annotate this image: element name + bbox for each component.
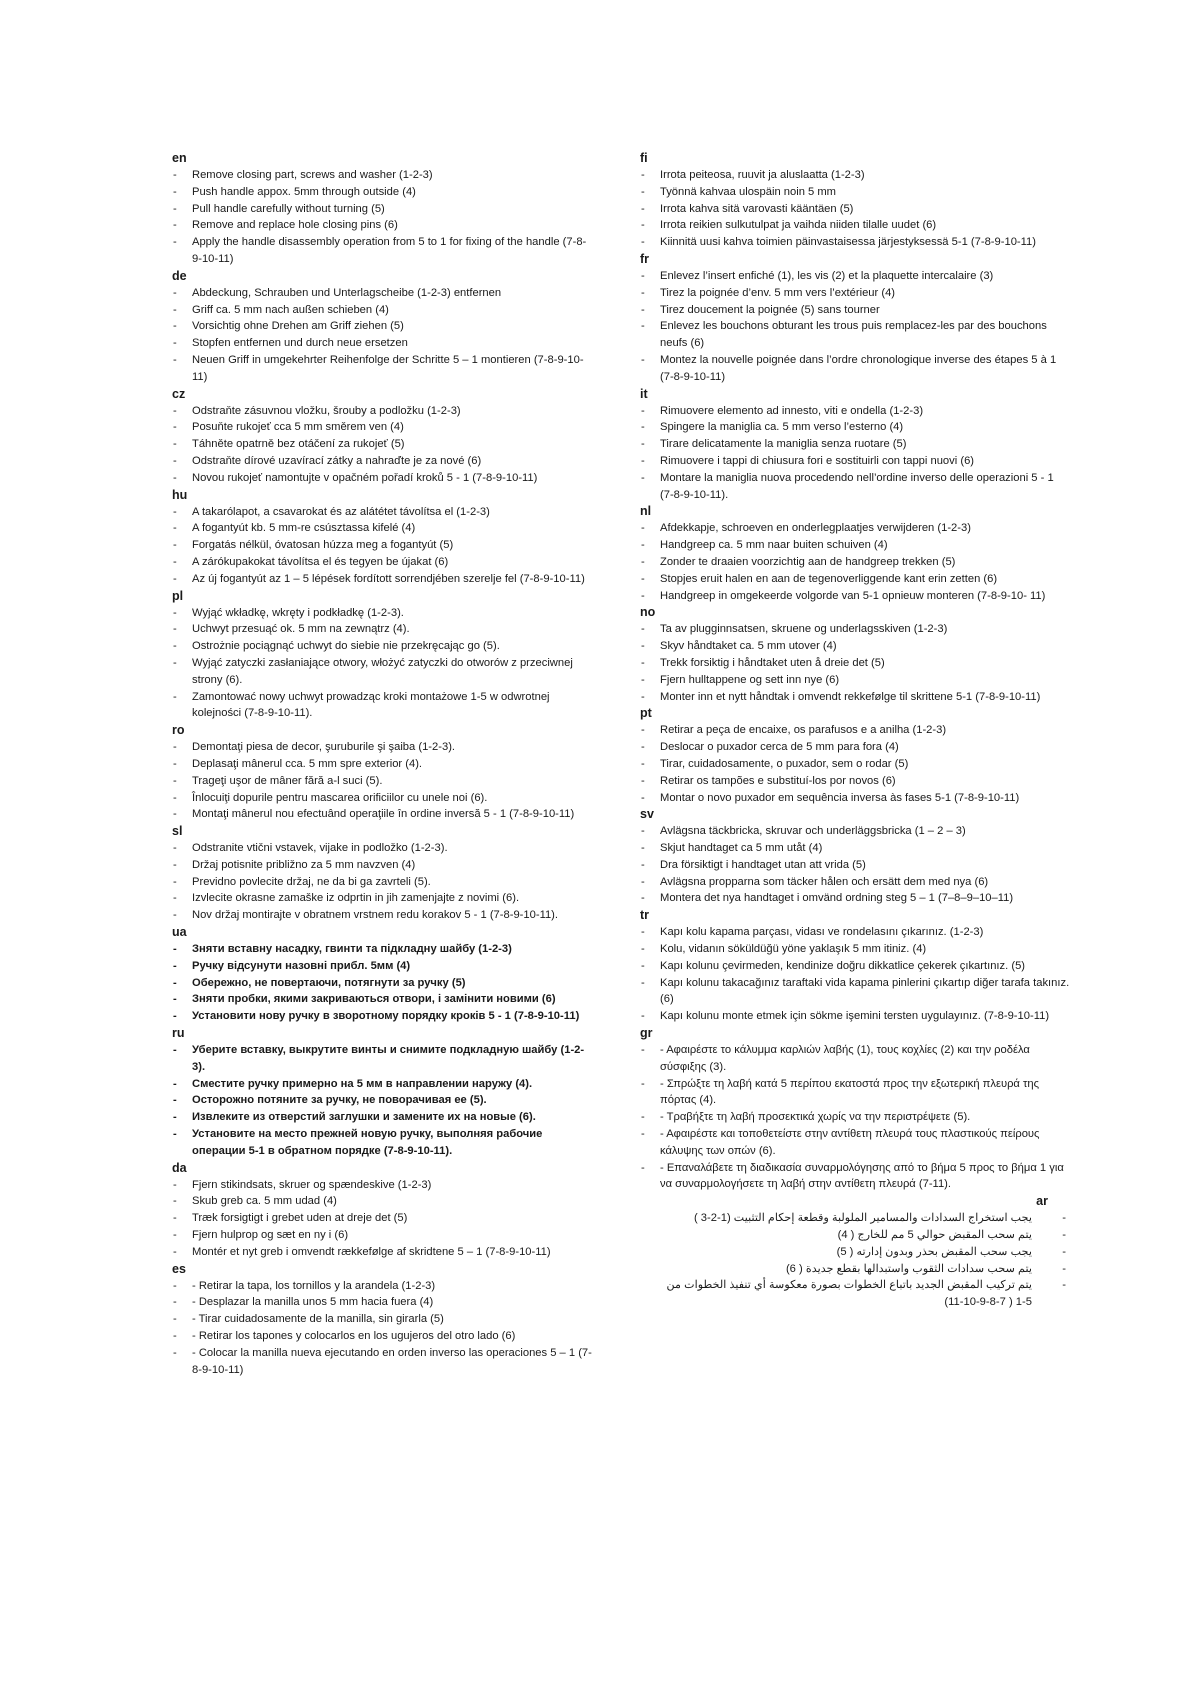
language-code-ar: ar xyxy=(1036,1194,1048,1209)
language-code-es: es xyxy=(172,1261,186,1276)
step-item: - Handgreep in omgekeerde volgorde van 5-1 opnieuw monteren (7-8-9-10- 11) xyxy=(640,588,1070,605)
step-item: - Dra försiktigt i handtaget utan att vrida (5) xyxy=(640,857,1070,874)
step-item: - Fjern hulprop og sæt en ny i (6) xyxy=(172,1227,592,1244)
step-item: - Avlägsna täckbricka, skruvar och underläggsbricka (1 – 2 – 3) xyxy=(640,823,1070,840)
language-code-ua: ua xyxy=(172,925,187,940)
steps-list-sl xyxy=(172,840,592,924)
step-item: - Установите на место прежней новую ручку, выполняя рабочие операции 5-1 в обратном порядке (7-8-9-10-11). xyxy=(172,1126,592,1160)
steps-list-de xyxy=(172,285,592,386)
step-item: - Rimuovere i tappi di chiusura fori e sostituirli con tappi nuovi (6) xyxy=(640,453,1070,470)
language-code-it: it xyxy=(640,386,648,401)
step-item: - Enlevez l’insert enfiché (1), les vis (2) et la plaquette intercalaire (3) xyxy=(640,268,1070,285)
step-item: - - Αφαιρέστε το κάλυμμα καρλιών λαβής (1), τους κοχλίες (2) και την ροδέλα σύσφιξης (3). xyxy=(640,1042,1070,1076)
steps-list-gr xyxy=(640,1042,1070,1193)
step-item: - يتم سحب سدادات الثقوب واستبدالها بقطع جديدة ( 6) xyxy=(640,1261,1070,1278)
step-item: - Työnnä kahvaa ulospäin noin 5 mm xyxy=(640,184,1070,201)
step-item: - Обережно, не повертаючи, потягнути за ручку (5) xyxy=(172,975,592,992)
step-item: - Stopjes eruit halen en aan de tegenoverliggende kant erin zetten (6) xyxy=(640,571,1070,588)
step-item: - Kapı kolunu monte etmek için sökme işemini tersten uygulayınız. (7-8-9-10-11) xyxy=(640,1008,1070,1025)
step-item: - Сместите ручку примерно на 5 мм в направлении наружу (4). xyxy=(172,1076,592,1093)
step-item: - - Retirar la tapa, los tornillos y la arandela (1-2-3) xyxy=(172,1278,592,1295)
step-item: - Handgreep ca. 5 mm naar buiten schuiven (4) xyxy=(640,537,1070,554)
steps-list-hu xyxy=(172,504,592,588)
step-item: - Monter inn et nytt håndtak i omvendt rekkefølge til skrittene 5-1 (7-8-9-10-11) xyxy=(640,689,1070,706)
step-item: - A zárókupakokat távolítsa el és tegyen be újakat (6) xyxy=(172,554,592,571)
step-item: - Skub greb ca. 5 mm udad (4) xyxy=(172,1193,592,1210)
step-item: - Kapı kolu kapama parçası, vidası ve rondelasını çıkarınız. (1-2-3) xyxy=(640,924,1070,941)
step-item: - Montér et nyt greb i omvendt rækkefølge af skridtene 5 – 1 (7-8-9-10-11) xyxy=(172,1244,592,1261)
step-item: - Trekk forsiktig i håndtaket uten å dreie det (5) xyxy=(640,655,1070,672)
step-item: - Wyjąć zatyczki zasłaniające otwory, włożyć zatyczki do otworów z przeciwnej strony (6). xyxy=(172,655,592,689)
step-item: - Apply the handle disassembly operation from 5 to 1 for fixing of the handle (7-8-9-10-11) xyxy=(172,234,592,268)
step-item: - يتم سحب المقبض حوالي 5 مم للخارج ( 4) xyxy=(640,1227,1070,1244)
step-item: - Odstraňte dírové uzavírací zátky a nahraďte je za nové (6) xyxy=(172,453,592,470)
language-code-de: de xyxy=(172,268,187,283)
step-item: - - Desplazar la manilla unos 5 mm hacia fuera (4) xyxy=(172,1294,592,1311)
step-item: - Зняти пробки, якими закриваються отвори, і замінити новими (6) xyxy=(172,991,592,1008)
step-item: - - Τραβήξτε τη λαβή προσεκτικά χωρίς να την περιστρέψετε (5). xyxy=(640,1109,1070,1126)
step-item: - Deplasaţi mânerul cca. 5 mm spre exterior (4). xyxy=(172,756,592,773)
step-item: - Nov držaj montirajte v obratnem vrstnem redu korakov 5 - 1 (7-8-9-10-11). xyxy=(172,907,592,924)
steps-list-pl xyxy=(172,605,592,723)
step-item: - Tirez doucement la poignée (5) sans tourner xyxy=(640,302,1070,319)
step-item: - Spingere la maniglia ca. 5 mm verso l’esterno (4) xyxy=(640,419,1070,436)
step-item: - Установити нову ручку в зворотному порядку кроків 5 - 1 (7-8-9-10-11) xyxy=(172,1008,592,1025)
step-item: - Az új fogantyút az 1 – 5 lépések fordított sorrendjében szerelje fel (7-8-9-10-11) xyxy=(172,571,592,588)
right-column xyxy=(640,150,1070,1311)
step-item: - - Αφαιρέστε και τοποθετείστε στην αντίθετη πλευρά τους πλαστικούς πείρους κάλυψης των οπών (6). xyxy=(640,1126,1070,1160)
steps-list-tr xyxy=(640,924,1070,1025)
step-item: - - Σπρώξτε τη λαβή κατά 5 περίπου εκατοστά προς την εξωτερική πλευρά της πόρτας (4). xyxy=(640,1076,1070,1110)
step-item: - Ostrożnie pociągnąć uchwyt do siebie nie przekręcając go (5). xyxy=(172,638,592,655)
step-item: - Previdno povlecite držaj, ne da bi ga zavrteli (5). xyxy=(172,874,592,891)
language-code-tr: tr xyxy=(640,908,650,923)
step-item: - Kapı kolunu çevirmeden, kendinize doğru dikkatlice çekerek çıkartınız. (5) xyxy=(640,958,1070,975)
step-item: - Posuňte rukojeť cca 5 mm směrem ven (4) xyxy=(172,419,592,436)
step-item: - Montez la nouvelle poignée dans l’ordre chronologique inverse des étapes 5 à 1 (7-8-9-10-11) xyxy=(640,352,1070,386)
step-item: - Tirez la poignée d’env. 5 mm vers l’extérieur (4) xyxy=(640,285,1070,302)
step-item: - Stopfen entfernen und durch neue ersetzen xyxy=(172,335,592,352)
steps-list-cz xyxy=(172,403,592,487)
step-item: - Montaţi mânerul nou efectuând operaţiile în ordine inversă 5 - 1 (7-8-9-10-11) xyxy=(172,806,592,823)
step-item: - Trageţi uşor de mâner fără a-l suci (5). xyxy=(172,773,592,790)
step-item: - Neuen Griff in umgekehrter Reihenfolge der Schritte 5 – 1 montieren (7-8-9-10-11) xyxy=(172,352,592,386)
step-item: - Kapı kolunu takacağınız taraftaki vida kapama pinlerini çıkartıp diğer tarafa takınız. (6) xyxy=(640,975,1070,1009)
step-item: - Извлеките из отверстий заглушки и замените их на новые (6). xyxy=(172,1109,592,1126)
step-item: - Ручку відсунути назовні прибл. 5мм (4) xyxy=(172,958,592,975)
steps-list-fr xyxy=(640,268,1070,386)
step-item: - Montar o novo puxador em sequência inversa às fases 5-1 (7-8-9-10-11) xyxy=(640,790,1070,807)
step-item: - - Tirar cuidadosamente de la manilla, sin girarla (5) xyxy=(172,1311,592,1328)
language-code-no: no xyxy=(640,605,656,620)
steps-list-da xyxy=(172,1177,592,1261)
step-item: - Remove closing part, screws and washer (1-2-3) xyxy=(172,167,592,184)
steps-list-no xyxy=(640,621,1070,705)
step-item: - - Colocar la manilla nueva ejecutando en orden inverso las operaciones 5 – 1 (7-8-9-10-11) xyxy=(172,1345,592,1379)
step-item: - Înlocuiţi dopurile pentru mascarea orificiilor cu unele noi (6). xyxy=(172,790,592,807)
step-item: - Pull handle carefully without turning (5) xyxy=(172,201,592,218)
step-item: - A fogantyút kb. 5 mm-re csúsztassa kifelé (4) xyxy=(172,520,592,537)
step-item: - Push handle appox. 5mm through outside (4) xyxy=(172,184,592,201)
step-item: - Skyv håndtaket ca. 5 mm utover (4) xyxy=(640,638,1070,655)
step-item: - Skjut handtaget ca 5 mm utåt (4) xyxy=(640,840,1070,857)
language-code-en: en xyxy=(172,151,187,165)
step-item: - Odstraňte zásuvnou vložku, šrouby a podložku (1-2-3) xyxy=(172,403,592,420)
step-item: - Montare la maniglia nuova procedendo nell’ordine inverso delle operazioni 5 - 1 (7-8-9-10-11). xyxy=(640,470,1070,504)
step-item: - Remove and replace hole closing pins (6) xyxy=(172,217,592,234)
step-item: - - Retirar los tapones y colocarlos en los ugujeros del otro lado (6) xyxy=(172,1328,592,1345)
step-item: - Deslocar o puxador cerca de 5 mm para fora (4) xyxy=(640,739,1070,756)
step-item: - Fjern stikindsats, skruer og spændeskive (1-2-3) xyxy=(172,1177,592,1194)
steps-list-pt xyxy=(640,722,1070,806)
step-item: - Irrota reikien sulkutulpat ja vaihda niiden tilalle uudet (6) xyxy=(640,217,1070,234)
steps-list-ru xyxy=(172,1042,592,1160)
step-item: - Abdeckung, Schrauben und Unterlagscheibe (1-2-3) entfernen xyxy=(172,285,592,302)
language-code-pt: pt xyxy=(640,706,652,721)
step-item: - Træk forsigtigt i grebet uden at dreje det (5) xyxy=(172,1210,592,1227)
step-item: - A takarólapot, a csavarokat és az alátétet távolítsa el (1-2-3) xyxy=(172,504,592,521)
language-code-sv: sv xyxy=(640,807,654,822)
step-item: - Kolu, vidanın söküldüğü yöne yaklaşık 5 mm itiniz. (4) xyxy=(640,941,1070,958)
step-item: - Ta av plugginnsatsen, skruene og underlagsskiven (1-2-3) xyxy=(640,621,1070,638)
step-item: - Retirar os tampões e substituí-los por novos (6) xyxy=(640,773,1070,790)
step-item: - Zamontować nowy uchwyt prowadząc kroki montażowe 1-5 w odwrotnej kolejności (7-8-9-10-11). xyxy=(172,689,592,723)
step-item: - Demontaţi piesa de decor, şuruburile şi şaiba (1-2-3). xyxy=(172,739,592,756)
steps-list-it xyxy=(640,403,1070,504)
step-item: - Rimuovere elemento ad innesto, viti e ondella (1-2-3) xyxy=(640,403,1070,420)
step-item: - يجب سحب المقبض بحذر وبدون إدارته ( 5) xyxy=(640,1244,1070,1261)
step-item: - Držaj potisnite približno za 5 mm navzven (4) xyxy=(172,857,592,874)
steps-list-sv xyxy=(640,823,1070,907)
language-code-nl: nl xyxy=(640,504,652,519)
step-item: - Izvlecite okrasne zamaške iz odprtin in jih zamenjajte z novimi (6). xyxy=(172,890,592,907)
step-item: - Уберите вставку, выкрутите винты и снимите подкладную шайбу (1-2-3). xyxy=(172,1042,592,1076)
steps-list-es xyxy=(172,1278,592,1379)
step-item: - Táhněte opatrně bez otáčení za rukojeť (5) xyxy=(172,436,592,453)
step-item: - Novou rukojeť namontujte v opačném pořadí kroků 5 - 1 (7-8-9-10-11) xyxy=(172,470,592,487)
step-item: - Irrota kahva sitä varovasti kääntäen (5) xyxy=(640,201,1070,218)
steps-list-nl xyxy=(640,520,1070,604)
steps-list-en xyxy=(172,167,592,268)
step-item: - يجب استخراج السدادات والمسامير الملولبة وقطعة إحكام التثبيت (1-2-3 ) xyxy=(640,1210,1070,1227)
language-code-gr: gr xyxy=(640,1026,653,1041)
step-item: - Wyjąć wkładkę, wkręty i podkładkę (1-2-3). xyxy=(172,605,592,622)
language-code-da: da xyxy=(172,1160,187,1175)
language-code-cz: cz xyxy=(172,386,186,401)
language-code-fr: fr xyxy=(640,251,650,266)
step-item: - Fjern hulltappene og sett inn nye (6) xyxy=(640,672,1070,689)
step-item: - Осторожно потяните за ручку, не поворачивая ее (5). xyxy=(172,1092,592,1109)
step-item: - Afdekkapje, schroeven en onderlegplaatjes verwijderen (1-2-3) xyxy=(640,520,1070,537)
step-item: - Зняти вставну насадку, гвинти та підкладну шайбу (1-2-3) xyxy=(172,941,592,958)
step-item: - Tirare delicatamente la maniglia senza ruotare (5) xyxy=(640,436,1070,453)
step-item: - Kiinnitä uusi kahva toimien päinvastaisessa järjestyksessä 5-1 (7-8-9-10-11) xyxy=(640,234,1070,251)
step-item: - Forgatás nélkül, óvatosan húzza meg a fogantyút (5) xyxy=(172,537,592,554)
step-item: - Enlevez les bouchons obturant les trous puis remplacez-les par des bouchons neufs (6) xyxy=(640,318,1070,352)
step-item: - Tirar, cuidadosamente, o puxador, sem o rodar (5) xyxy=(640,756,1070,773)
step-item: - Irrota peiteosa, ruuvit ja aluslaatta (1-2-3) xyxy=(640,167,1070,184)
steps-list-ro xyxy=(172,739,592,823)
language-code-fi: fi xyxy=(640,151,648,165)
step-item: - Montera det nya handtaget i omvänd ordning steg 5 – 1 (7–8–9–10–11) xyxy=(640,890,1070,907)
step-item: - يتم تركيب المقبض الجديد باتباع الخطوات بصورة معكوسة أي تنفيذ الخطوات من 5-1 ( 7-8-9-10-11) xyxy=(640,1277,1070,1311)
step-item: - Uchwyt przesuąć ok. 5 mm na zewnątrz (4). xyxy=(172,621,592,638)
language-code-ro: ro xyxy=(172,723,185,738)
language-code-pl: pl xyxy=(172,588,184,603)
left-column xyxy=(172,150,592,1378)
step-item: - Odstranite vtični vstavek, vijake in podložko (1-2-3). xyxy=(172,840,592,857)
language-code-ru: ru xyxy=(172,1026,185,1041)
steps-list-ua xyxy=(172,941,592,1025)
language-code-hu: hu xyxy=(172,487,188,502)
step-item: - Avlägsna propparna som täcker hålen och ersätt dem med nya (6) xyxy=(640,874,1070,891)
steps-list-ar xyxy=(640,1210,1070,1311)
step-item: - Retirar a peça de encaixe, os parafusos e a anilha (1-2-3) xyxy=(640,722,1070,739)
step-item: - Zonder te draaien voorzichtig aan de handgreep trekken (5) xyxy=(640,554,1070,571)
steps-list-fi xyxy=(640,167,1070,251)
step-item: - Griff ca. 5 mm nach außen schieben (4) xyxy=(172,302,592,319)
step-item: - - Επαναλάβετε τη διαδικασία συναρμολόγησης από το βήμα 5 προς το βήμα 1 για να συναρμολογήσετε τη λαβή στην αντίθετη πλευρά (7-11). xyxy=(640,1160,1070,1194)
step-item: - Vorsichtig ohne Drehen am Griff ziehen (5) xyxy=(172,318,592,335)
language-code-sl: sl xyxy=(172,824,183,839)
